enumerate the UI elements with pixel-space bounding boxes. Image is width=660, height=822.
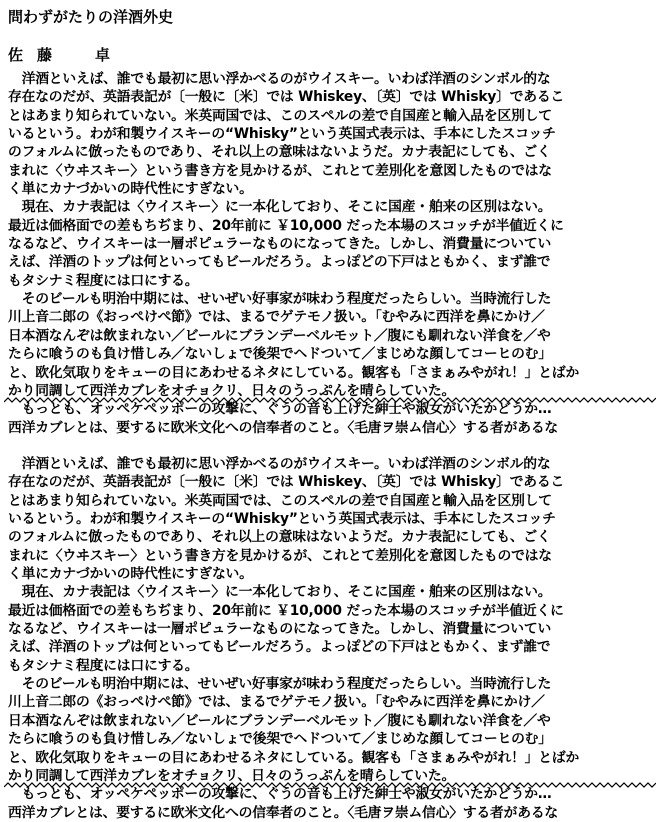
text-line: のフォルムに倣ったものであり、それ以上の意味はないようだ。カナ表記にしても、ごく [8,529,551,546]
text-line: なるなど、ウイスキーは一層ポピュラーなものになってきた。しかし、消費量についてい [8,621,552,638]
text-line: たらに喰うのも負け惜しみ／ないしょで後架でヘドついて／まじめな顔してコーヒのむ」 [8,731,552,748]
text-line: く単にカナづかいの時代性にすぎない。 [8,181,253,198]
article-body-second [8,455,652,822]
text-line: く単にカナづかいの時代性にすぎない。 [8,566,253,583]
text-line: そのビールも明治中期には、せいぜい好事家が味わう程度だったらしい。当時流行した [8,676,552,693]
text-line: 洋酒といえば、誰でも最初に思い浮かべるのがウイスキー。いわば洋酒のシンボル的な [8,71,551,87]
text-line: とはあまり知られていない。米英両国では、このスペルの差で自国産と輸入品を区別して [8,492,552,509]
text-line: いるという。わが和製ウイスキーの“Whisky”という英国式表示は、手本にしたスコッチ [8,126,556,143]
text-line: と、欧化気取りをキューの目にあわせるネタにしている。観客も「さまぁみやがれ！」とばか [8,364,580,381]
text-line: もタシナミ程度には口にする。 [8,657,199,674]
text-line: とはあまり知られていない。米英両国では、このスペルの差で自国産と輸入品を区別して [8,107,552,124]
text-line: なるなど、ウイスキーは一層ポピュラーなものになってきた。しかし、消費量についてい [8,236,552,253]
author-name: 佐藤 卓 [8,46,125,64]
text-line: かり同調して西洋カブレをオチョクリ、日々のうっぷんを晴らしていた。 [8,767,456,784]
text-line: そのビールも明治中期には、せいぜい好事家が味わう程度だったらしい。当時流行した [8,291,552,308]
text-line: 現在、カナ表記は〈ウイスキー〉に一本化しており、そこに国産・舶来の区別はない。 [8,584,552,601]
text-line: えば、洋酒のトップは何といってもビールだろう。よっぽどの下戸はともかく、まず誰で [8,254,551,271]
text-line: 西洋カブレとは、要するに欧米文化への信奉者のこと。〈毛唐ヲ崇ム信心〉する者があるな [8,804,559,821]
text-line: もっとも、オッペケペッポーの攻撃に、ぐうの音も上げた紳士や淑女がいたかどうか… [8,786,552,803]
text-line: まれに〈ウヰスキー〉という書き方を見かけるが、これとて差別化を意図したものではな [8,162,552,179]
text-line: 日本酒なんぞは飲まれない／ビールにブランデーベルモット／腹にも馴れない洋食を／や [8,327,551,344]
text-line: 日本酒なんぞは飲まれない／ビールにブランデーベルモット／腹にも馴れない洋食を／や [8,712,551,729]
text-line: 最近は価格面での差もちぢまり、20年前に ￥10,000 だった本場のスコッチが半値近くに [8,602,564,619]
text-line: と、欧化気取りをキューの目にあわせるネタにしている。観客も「さまぁみやがれ！」とばか [8,749,580,766]
text-line: 洋酒といえば、誰でも最初に思い浮かべるのがウイスキー。いわば洋酒のシンボル的な [8,456,551,472]
text-line: 川上音二郎の《おっぺけぺ節》では、まるでゲテモノ扱い。「むやみに西洋を鼻にかけ／ [8,309,545,326]
text-line: のフォルムに倣ったものであり、それ以上の意味はないようだ。カナ表記にしても、ごく [8,144,551,161]
text-line: もタシナミ程度には口にする。 [8,272,199,289]
text-line: 西洋カブレとは、要するに欧米文化への信奉者のこと。〈毛唐ヲ崇ム信心〉する者があるな [8,419,559,436]
text-line: 川上音二郎の《おっぺけぺ節》では、まるでゲテモノ扱い。「むやみに西洋を鼻にかけ／ [8,694,545,711]
text-line: かり同調して西洋カブレをオチョクリ、日々のうっぷんを晴らしていた。 [8,382,456,399]
text-line: 存在なのだが、英語表記が〔一般に〔米〕では Whiskey、〔英〕では Whisky〕であるこ [8,89,565,106]
text-line: まれに〈ウヰスキー〉という書き方を見かけるが、これとて差別化を意図したものではな [8,547,552,564]
page-title: 問わずがたりの洋酒外史 [8,8,174,26]
article-body-first [8,70,652,437]
text-line: えば、洋酒のトップは何といってもビールだろう。よっぽどの下戸はともかく、まず誰で [8,639,551,656]
text-line: 存在なのだが、英語表記が〔一般に〔米〕では Whiskey、〔英〕では Whisky〕であるこ [8,474,565,491]
text-line: 最近は価格面での差もちぢまり、20年前に ￥10,000 だった本場のスコッチが半値近くに [8,217,564,234]
text-line: 現在、カナ表記は〈ウイスキー〉に一本化しており、そこに国産・舶来の区別はない。 [8,199,552,216]
text-line: いるという。わが和製ウイスキーの“Whisky”という英国式表示は、手本にしたスコッチ [8,511,556,528]
text-line: たらに喰うのも負け惜しみ／ないしょで後架でヘドついて／まじめな顔してコーヒのむ」 [8,346,552,363]
torn-edge-divider [4,781,656,789]
text-line: もっとも、オッペケペッポーの攻撃に、ぐうの音も上げた紳士や淑女がいたかどうか… [8,401,552,418]
torn-edge-divider [4,396,656,404]
